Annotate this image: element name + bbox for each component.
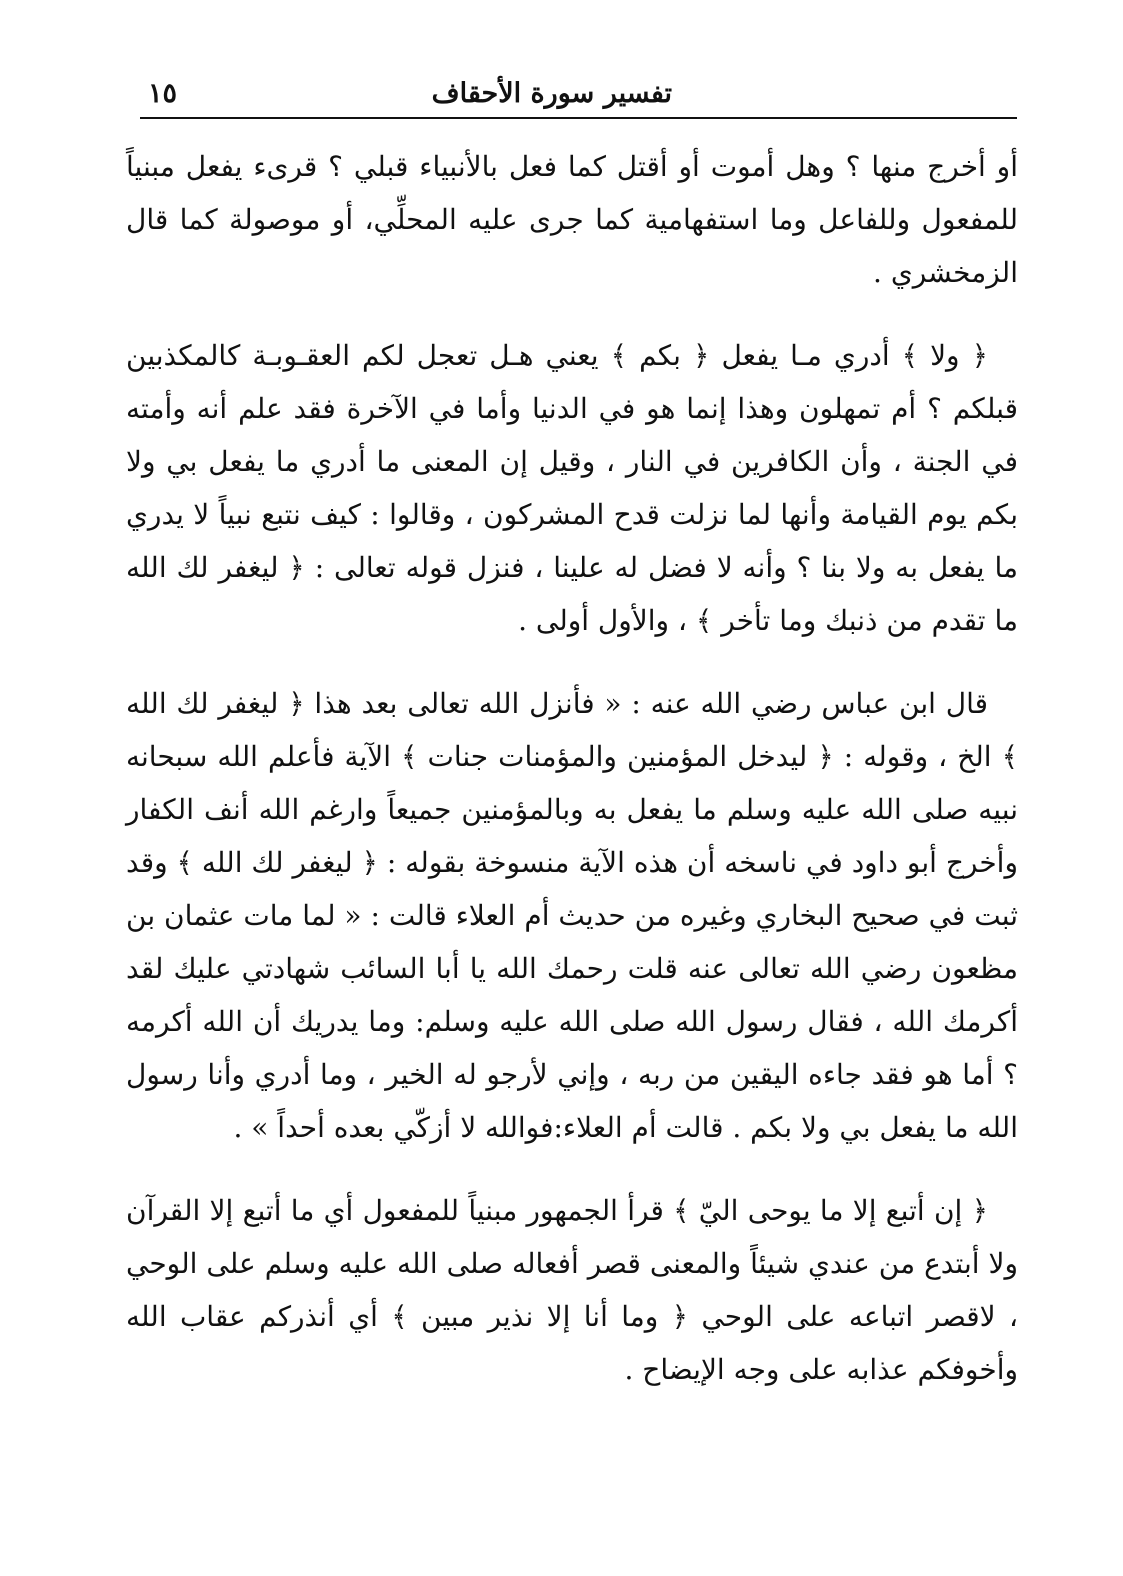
header-divider [140,117,1017,119]
paragraph-continuation: أو أخرج منها ؟ وهل أموت أو أقتل كما فعل بالأنبياء قبلي ؟ قرىء يفعل مبنياً للمفعول وللفاعل وما استفهامية كما جرى عليه المحلِّي، أو موصولة كما قال الزمخشري . [126,150,1018,289]
page-number: ١٥ [148,78,178,109]
paragraph-ibn-abbas: قال ابن عباس رضي الله عنه : « فأنزل الله تعالى بعد هذا ﴿ ليغفر لك الله ﴾ الخ ، وقوله : ﴿ ليدخل المؤمنين والمؤمنات جنات ﴾ الآية فأعلم الله سبحانه نبيه صلى الله عليه وسلم ما يفعل به وبالمؤمنين جميعاً وارغم الله أنف الكفار وأخرج أبو داود في ناسخه أن هذه الآية منسوخة بقوله : ﴿ ليغفر لك الله ﴾ وقد ثبت في صحيح البخاري وغيره من حديث أم العلاء قالت : « لما مات عثمان بن مظعون رضي الله تعالى عنه قلت رحمك الله يا أبا السائب شهادتي عليك لقد أكرمك الله ، فقال رسول الله صلى الله عليه وسلم: وما يدريك أن الله أكرمه ؟ أما هو فقد جاءه اليقين من ربه ، وإني لأرجو له الخير ، وما أدري وأنا رسول الله ما يفعل بي ولا بكم . قالت أم العلاء:فوالله لا أزكّي بعده أحداً » . [126,687,1019,1144]
running-header-title: تفسير سورة الأحقاف [431,78,672,109]
paragraph-verse-commentary: ﴿ ولا ﴾ أدري مـا يفعل ﴿ بكم ﴾ يعني هـل تعجل لكم العقـوبـة كالمكذبين قبلكم ؟ أم تمهلون وهذا إنما هو في الدنيا وأما في الآخرة فقد علم أنه وأمته في الجنة ، وأن الكافرين في النار ، وقيل إن المعنى ما أدري ما يفعل بي ولا بكم يوم القيامة وأنها لما نزلت قدح المشركون ، وقالوا : كيف نتبع نبياً لا يدري ما يفعل به ولا بنا ؟ وأنه لا فضل له علينا ، فنزل قوله تعالى : ﴿ ليغفر لك الله ما تقدم من ذنبك وما تأخر ﴾ ، والأول أولى . [126,339,1018,637]
running-header [140,68,1017,116]
paragraph-revelation: ﴿ إن أتبع إلا ما يوحى اليّ ﴾ قرأ الجمهور مبنياً للمفعول أي ما أتبع إلا القرآن ولا أبتدع من عندي شيئاً والمعنى قصر أفعاله صلى الله عليه وسلم على الوحي ، لاقصر اتباعه على الوحي ﴿ وما أنا إلا نذير مبين ﴾ أي أنذركم عقاب الله وأخوفكم عذابه على وجه الإيضاح . [126,1194,1018,1386]
body-text [126,140,1018,1396]
